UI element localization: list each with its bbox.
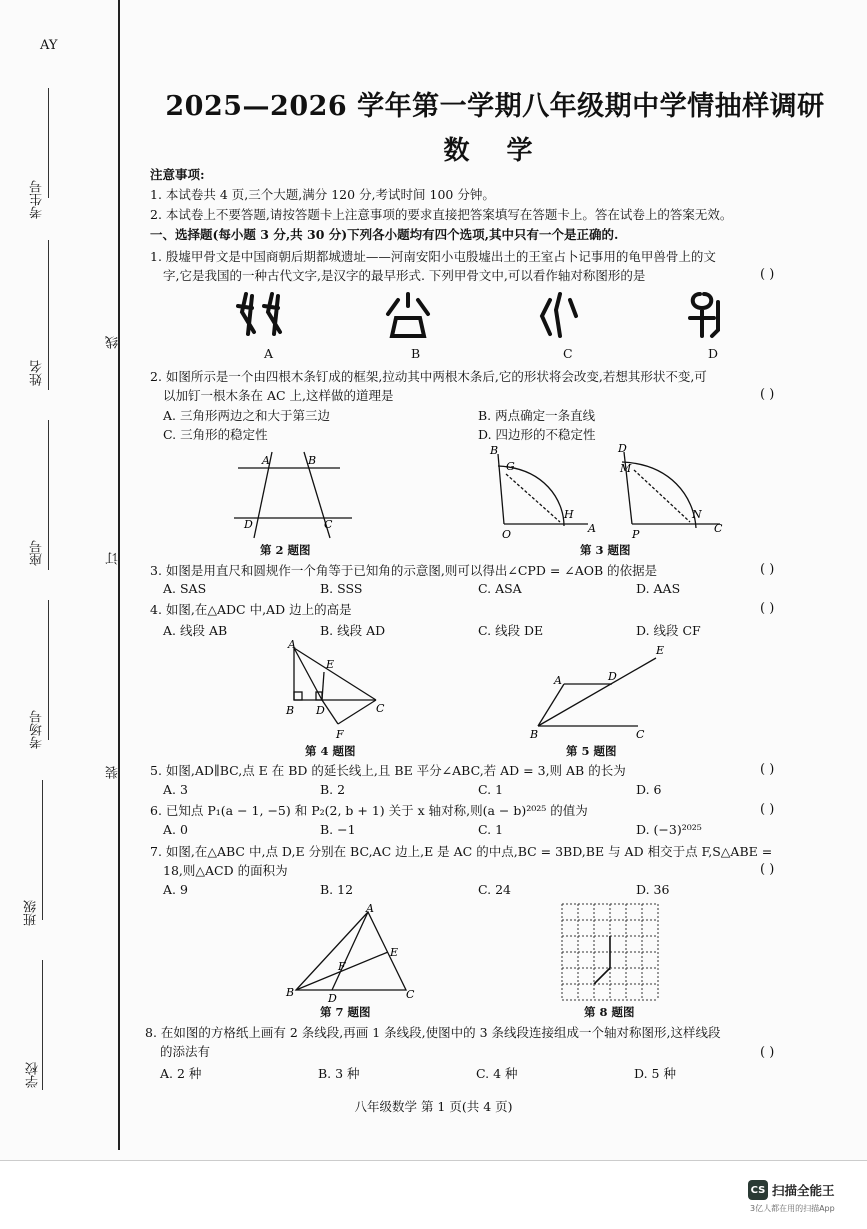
q8-text: 的添法有: [160, 1044, 211, 1059]
fig7-label: C: [406, 988, 415, 1001]
fig7-label: E: [390, 946, 399, 959]
figure-4: [280, 638, 390, 744]
fig7-label: B: [286, 986, 295, 999]
q4-option-b: B. 线段 AD: [320, 623, 386, 638]
figure-7: [282, 902, 422, 1004]
fig3-label: N: [692, 508, 702, 521]
glyph-a-icon: [238, 294, 280, 334]
answer-paren: ( ): [760, 1045, 775, 1060]
q5-option-a: A. 3: [163, 782, 188, 797]
fig3-label: D: [618, 442, 627, 455]
fig4-label: E: [326, 658, 335, 671]
answer-paren: ( ): [760, 802, 775, 817]
q5-option-b: B. 2: [320, 782, 346, 797]
glyph-d-icon: [690, 294, 718, 336]
q7-text: 18,则△ACD 的面积为: [163, 863, 288, 878]
q2-text: 以加钉一根木条在 AC 上,这样做的道理是: [163, 388, 394, 403]
fig5-label: A: [554, 674, 562, 687]
scanner-brand-name: 扫描全能王: [772, 1183, 835, 1198]
fig4-label: A: [288, 638, 296, 651]
q6-option-b: B. −1: [320, 822, 356, 837]
q3-option-c: C. ASA: [478, 581, 522, 596]
field-line: [42, 960, 43, 1090]
answer-paren: ( ): [760, 762, 775, 777]
q8-option-d: D. 5 种: [634, 1066, 676, 1081]
q2-option-a: A. 三角形两边之和大于第三边: [163, 408, 330, 423]
fig3-label: H: [564, 508, 574, 521]
field-exam-number: 考生号: [30, 180, 45, 219]
fig5-label: D: [608, 670, 617, 683]
q1-oracle-glyphs: [220, 286, 740, 356]
answer-paren: ( ): [760, 562, 775, 577]
q8-option-a: A. 2 种: [160, 1066, 202, 1081]
field-room: 考场号: [30, 710, 45, 749]
q5-text: 5. 如图,AD∥BC,点 E 在 BD 的延长线上,且 BE 平分∠ABC,若 AD = 3,则 AB 的长为: [150, 763, 626, 778]
fig7-label: D: [328, 992, 337, 1004]
fig3-label: A: [588, 522, 596, 535]
fig5-label: C: [636, 728, 645, 741]
glyph-label: C: [563, 346, 573, 361]
q1-text: 字,它是我国的一种古代文字,是汉字的最早形式. 下列甲骨文中,可以看作轴对称图形的是: [163, 268, 646, 283]
field-name: 姓名: [30, 360, 45, 386]
figure-3: [484, 440, 734, 540]
q3-option-a: A. SAS: [163, 581, 207, 596]
fig5-caption: 第 5 题图: [566, 744, 617, 758]
fig4-label: D: [316, 704, 325, 717]
q7-option-d: D. 36: [636, 882, 670, 897]
q2-option-b: B. 两点确定一条直线: [478, 408, 596, 423]
fig4-caption: 第 4 题图: [305, 744, 356, 758]
bind-mark-line: 线: [106, 336, 121, 349]
exam-subject: 数 学: [443, 136, 547, 166]
q4-option-d: D. 线段 CF: [636, 623, 701, 638]
fig7-label: A: [366, 902, 374, 915]
field-line: [48, 600, 49, 740]
fig2-label: B: [308, 454, 317, 467]
fig7-label: F: [338, 960, 346, 973]
q1-text: 1. 殷墟甲骨文是中国商朝后期都城遗址——河南安阳小屯殷墟出土的王室占卜记事用的龟甲兽骨上的文: [150, 249, 716, 264]
scanner-tagline: 3亿人都在用的扫描App: [750, 1204, 835, 1213]
scanner-bar: [0, 1160, 867, 1229]
answer-paren: ( ): [760, 862, 775, 877]
q6-option-a: A. 0: [163, 822, 188, 837]
q2-option-d: D. 四边形的不稳定性: [478, 427, 596, 442]
field-school: 学校: [26, 1062, 41, 1088]
fig4-label: C: [376, 702, 385, 715]
fig7-caption: 第 7 题图: [320, 1005, 371, 1019]
fig5-label: B: [530, 728, 539, 741]
q4-text: 4. 如图,在△ADC 中,AD 边上的高是: [150, 602, 352, 617]
field-class: 班级: [24, 900, 39, 926]
scanner-watermark: [748, 1180, 835, 1200]
q5-option-d: D. 6: [636, 782, 662, 797]
fig3-label: M: [620, 462, 632, 475]
fig3-label: B: [490, 444, 499, 457]
notice-heading: 注意事项:: [150, 167, 205, 182]
bind-mark-mount: 装: [106, 766, 121, 779]
fig5-label: E: [656, 644, 665, 657]
binding-line: [118, 0, 120, 1150]
glyph-label: A: [264, 346, 274, 361]
fig3-label: G: [506, 460, 515, 473]
fig2-label: C: [324, 518, 333, 531]
fig3-label: O: [502, 528, 512, 540]
q8-option-b: B. 3 种: [318, 1066, 360, 1081]
field-seat: 座号: [30, 540, 45, 566]
glyph-label: D: [708, 346, 719, 361]
fig4-label: B: [286, 704, 295, 717]
fig3-label: P: [632, 528, 640, 540]
bind-mark-staple: 订: [106, 552, 121, 565]
q4-option-a: A. 线段 AB: [163, 623, 228, 638]
glyph-c-icon: [542, 294, 576, 336]
fig2-label: D: [244, 518, 253, 531]
q6-text: 6. 已知点 P₁(a − 1, −5) 和 P₂(2, b + 1) 关于 x 轴对称,则(a − b)²⁰²⁵ 的值为: [150, 803, 588, 818]
figure-5: [520, 640, 680, 744]
fig3-label: C: [714, 522, 723, 535]
section-heading: 一、选择题(每小题 3 分,共 30 分)下列各小题均有四个选项,其中只有一个是正确的.: [150, 227, 619, 242]
page-footer: 八年级数学 第 1 页(共 4 页): [354, 1099, 513, 1114]
field-line: [48, 420, 49, 570]
figure-8-grid: [560, 902, 662, 1002]
fig4-label: F: [336, 728, 344, 741]
stamp-code: AY: [40, 38, 58, 53]
q3-option-b: B. SSS: [320, 581, 363, 596]
q8-text: 8. 在如图的方格纸上画有 2 条线段,再画 1 条线段,使图中的 3 条线段连接组成一个轴对称图形,这样线段: [145, 1025, 721, 1040]
q6-option-c: C. 1: [478, 822, 504, 837]
field-line: [42, 780, 43, 920]
fig2-caption: 第 2 题图: [260, 543, 311, 557]
glyph-label: B: [411, 346, 421, 361]
q7-option-c: C. 24: [478, 882, 511, 897]
fig8-caption: 第 8 题图: [584, 1005, 635, 1019]
field-line: [48, 240, 49, 390]
notice-item: 2. 本试卷上不要答题,请按答题卡上注意事项的要求直接把答案填写在答题卡上。答在试卷上的答案无效。: [150, 207, 733, 222]
q2-text: 2. 如图所示是一个由四根木条钉成的框架,拉动其中两根木条后,它的形状将会改变,若想其形状不变,可: [150, 369, 707, 384]
answer-paren: ( ): [760, 267, 775, 282]
q7-option-a: A. 9: [163, 882, 188, 897]
fig2-label: A: [262, 454, 270, 467]
q3-text: 3. 如图是用直尺和圆规作一个角等于已知角的示意图,则可以得出∠CPD = ∠AOB 的依据是: [150, 563, 658, 578]
field-line: [48, 88, 49, 198]
camscanner-logo-icon: CS: [748, 1180, 768, 1200]
q7-text: 7. 如图,在△ABC 中,点 D,E 分别在 BC,AC 边上,E 是 AC 的中点,BC = 3BD,BE 与 AD 相交于点 F,S△ABE =: [150, 844, 773, 859]
q6-option-d: D. (−3)²⁰²⁵: [636, 822, 702, 837]
q4-option-c: C. 线段 DE: [478, 623, 544, 638]
fig3-caption: 第 3 题图: [580, 543, 631, 557]
notice-item: 1. 本试卷共 4 页,三个大题,满分 120 分,考试时间 100 分钟。: [150, 187, 495, 202]
figure-2: [230, 446, 360, 546]
answer-paren: ( ): [760, 387, 775, 402]
q8-option-c: C. 4 种: [476, 1066, 518, 1081]
exam-title: 2025—2026 学年第一学期八年级期中学情抽样调研: [165, 91, 825, 122]
q5-option-c: C. 1: [478, 782, 504, 797]
q2-option-c: C. 三角形的稳定性: [163, 427, 268, 442]
glyph-b-icon: [388, 294, 428, 336]
answer-paren: ( ): [760, 601, 775, 616]
q3-option-d: D. AAS: [636, 581, 681, 596]
q7-option-b: B. 12: [320, 882, 354, 897]
